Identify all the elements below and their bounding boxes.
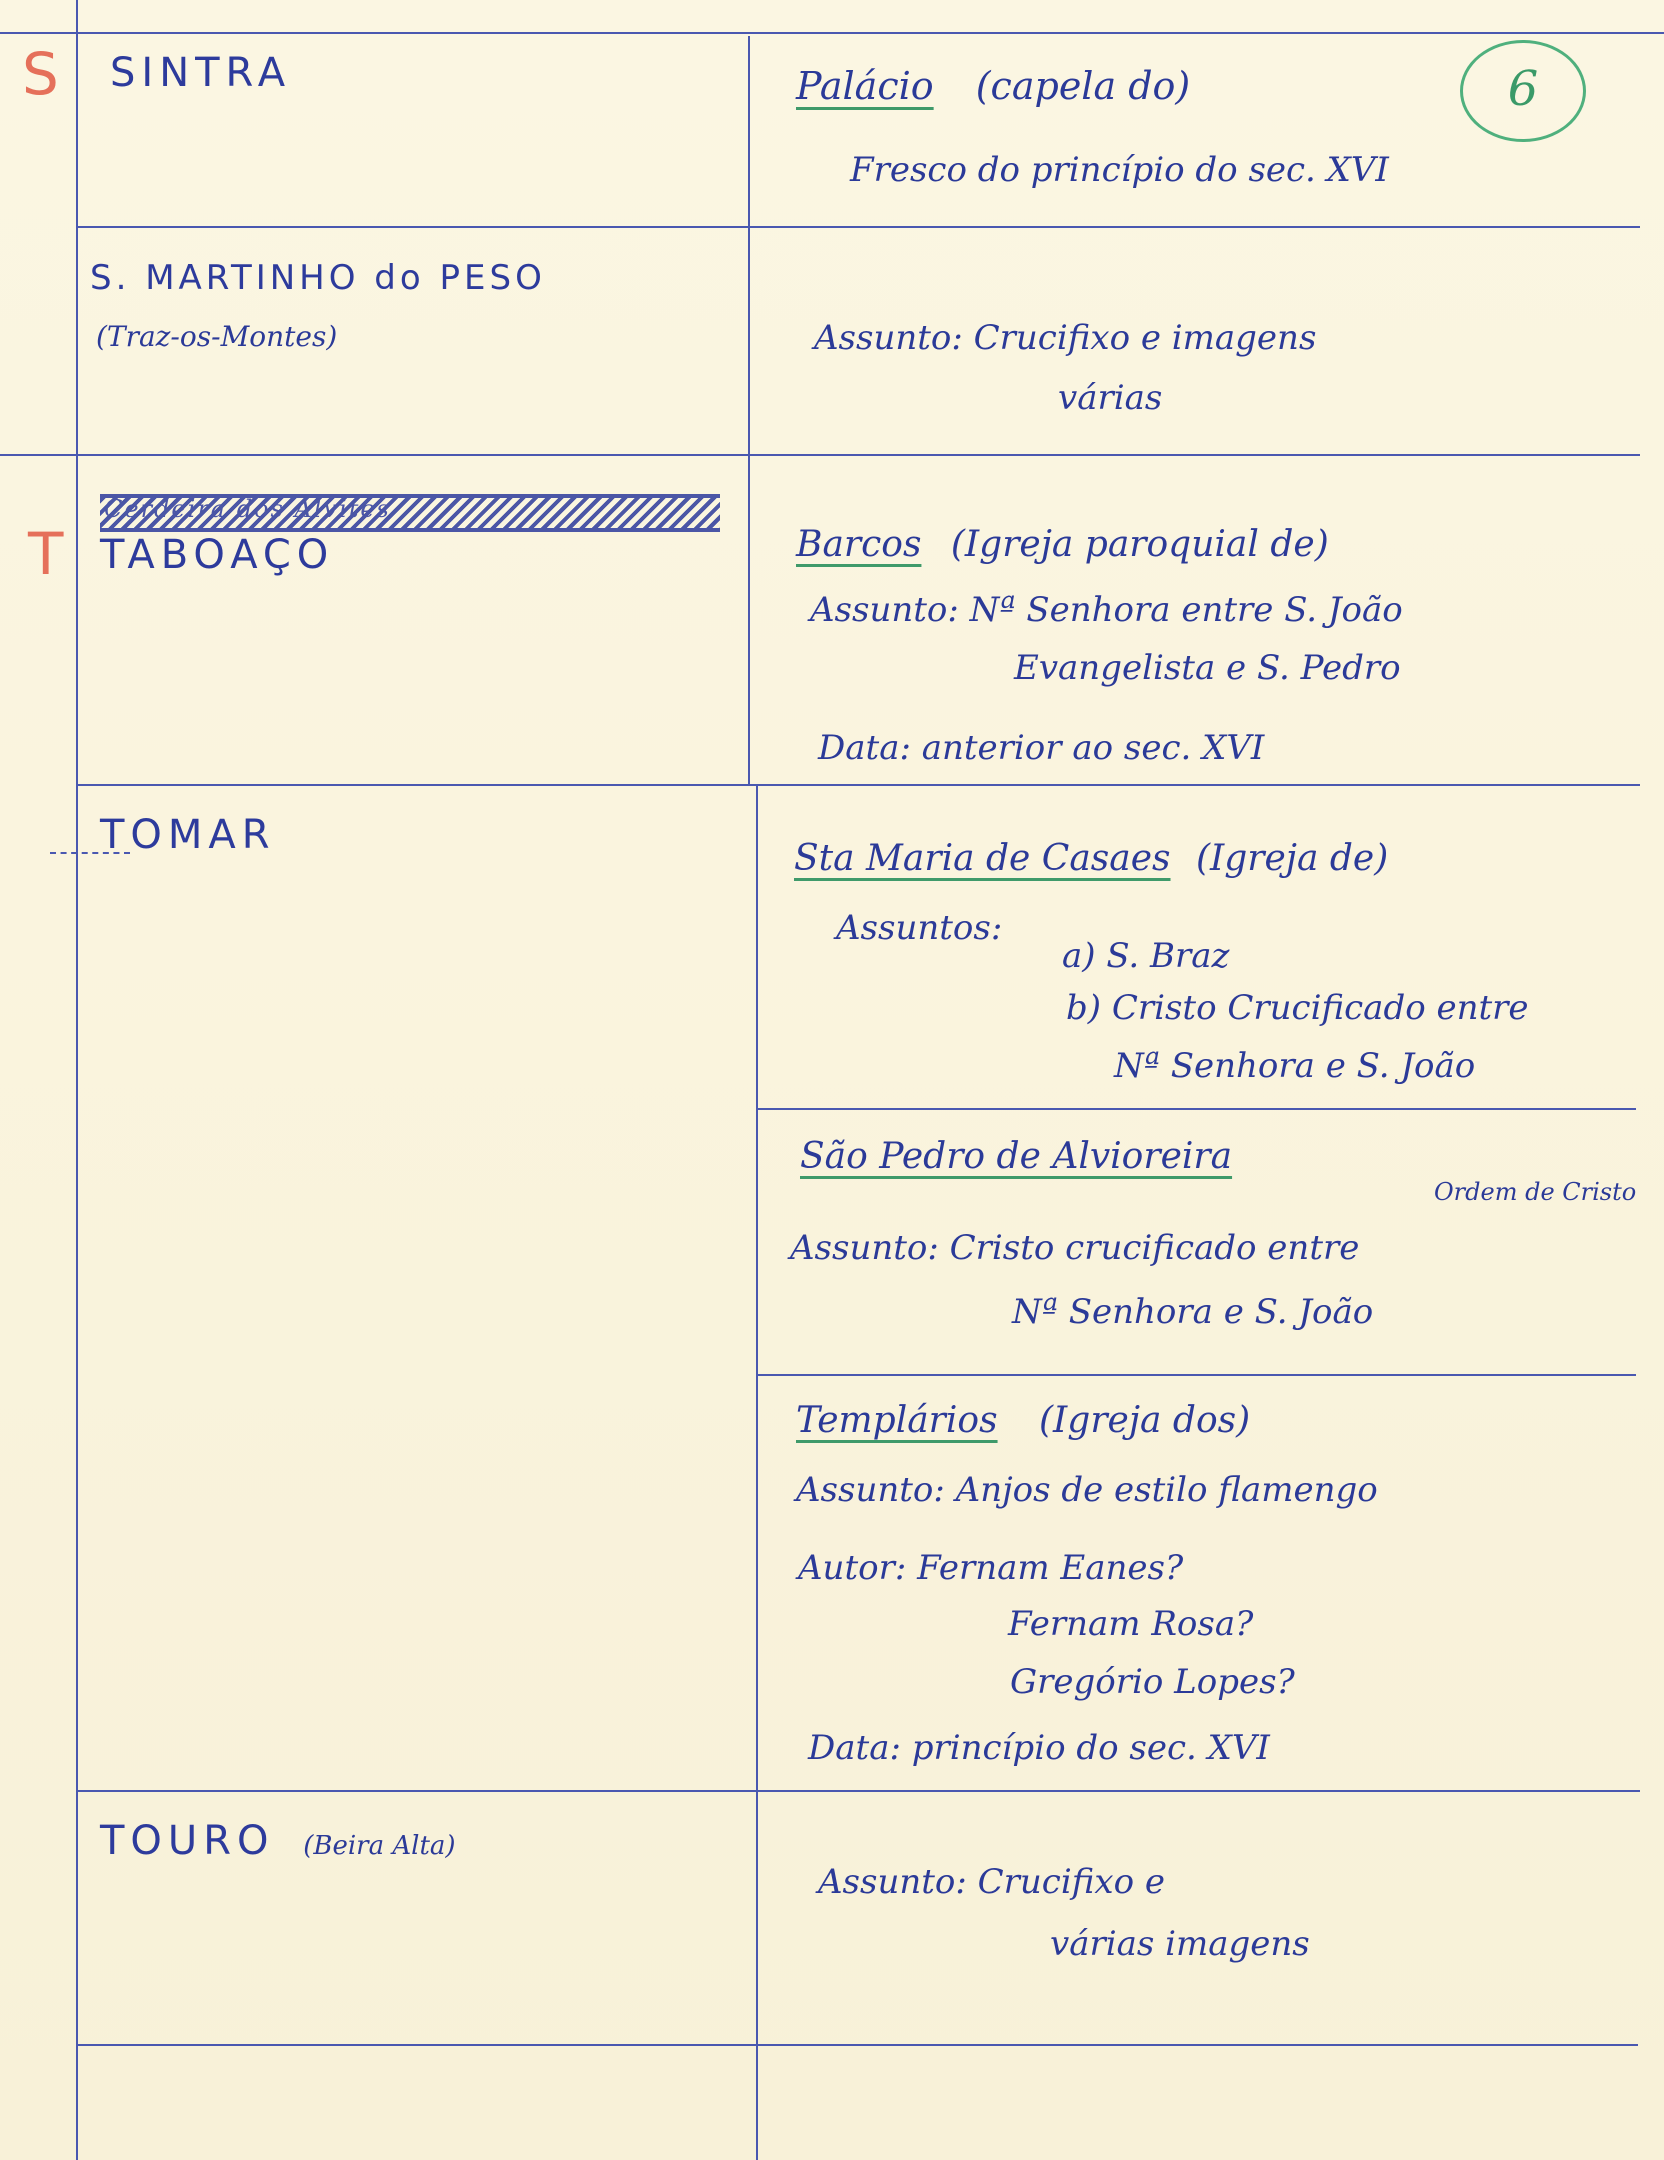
tomar-margin-dash [50,852,130,854]
taboaco-heading-title: Barcos [796,524,922,565]
sao-martinho-line-2: várias [1058,378,1163,418]
tomar-item-2-note: Ordem de Cristo [1434,1178,1637,1206]
crossed-out-text: Cerdeira dos Alvites [100,494,720,532]
tomar-item-3-line-3: Fernam Rosa? [1008,1604,1254,1644]
tomar-item-2-heading [800,1136,1232,1177]
tomar-item-1-line-4: Nª Senhora e S. João [1114,1046,1476,1086]
taboaco-heading [796,524,1329,565]
tomar-item-1-line-3: b) Cristo Crucificado entre [1066,988,1529,1028]
tomar-item-3-line-1: Assunto: Anjos de estilo flamengo [796,1470,1378,1510]
tomar-item-3-line-4: Gregório Lopes? [1010,1662,1295,1702]
tomar-item-3-line-5: Data: princípio do sec. XVI [808,1728,1270,1768]
index-letter-s: S [22,40,59,108]
tomar-item-3-line-2: Autor: Fernam Eanes? [798,1548,1184,1588]
index-letter-t: T [28,520,64,588]
place-sintra: SINTRA [110,50,292,96]
touro-line-2: várias imagens [1050,1924,1310,1964]
rule-after-taboaco [78,784,1640,786]
rule-after-touro [78,2044,1638,2046]
taboaco-heading-note: (Igreja paroquial de) [950,524,1329,565]
sintra-line-1: Fresco do princípio do sec. XVI [850,150,1389,190]
sao-martinho-region: (Traz-os-Montes) [96,320,338,353]
rule-tomar-1 [756,1108,1636,1110]
taboaco-line-2: Evangelista e S. Pedro [1014,648,1401,688]
place-touro [100,1818,456,1864]
tomar-item-3-title: Templários [796,1400,998,1441]
sintra-heading [796,64,1190,108]
place-tomar: TOMAR [100,812,276,858]
tomar-item-2-line-2: Nª Senhora e S. João [1012,1292,1374,1332]
rule-left-margin [76,0,78,2160]
sao-martinho-line-1: Assunto: Crucifixo e imagens [814,318,1317,358]
tomar-item-1-line-1: Assuntos: [836,908,1003,948]
taboaco-line-3: Data: anterior ao sec. XVI [818,728,1265,768]
place-sao-martinho: S. MARTINHO do PESO [90,258,546,298]
rule-after-sintra [78,226,1640,228]
rule-top [0,32,1664,34]
tomar-item-2-title: São Pedro de Alvioreira [800,1136,1233,1177]
rule-after-martinho [0,454,1640,456]
tomar-item-3-heading [796,1400,1250,1441]
tomar-item-1-note: (Igreja de) [1195,838,1389,879]
rule-center-upper [748,36,750,786]
tomar-item-1-title: Sta Maria de Casaes [794,838,1171,879]
place-taboaco: TABOAÇO [100,532,335,578]
rule-after-tomar [78,1790,1640,1792]
tomar-item-3-note: (Igreja dos) [1039,1400,1251,1441]
tomar-item-2-line-1: Assunto: Cristo crucificado entre [790,1228,1360,1268]
sintra-heading-note: (capela do) [975,64,1191,108]
taboaco-line-1: Assunto: Nª Senhora entre S. João [810,590,1403,630]
rule-center-lower [756,786,758,2160]
page-number: 6 [1460,40,1586,142]
touro-name: TOURO [100,1818,275,1864]
tomar-item-1-line-2: a) S. Braz [1062,936,1230,976]
rule-tomar-2 [756,1374,1636,1376]
sintra-heading-title: Palácio [796,64,934,108]
tomar-item-1-heading [794,838,1388,879]
touro-line-1: Assunto: Crucifixo e [818,1862,1165,1902]
touro-region: (Beira Alta) [303,1831,456,1861]
